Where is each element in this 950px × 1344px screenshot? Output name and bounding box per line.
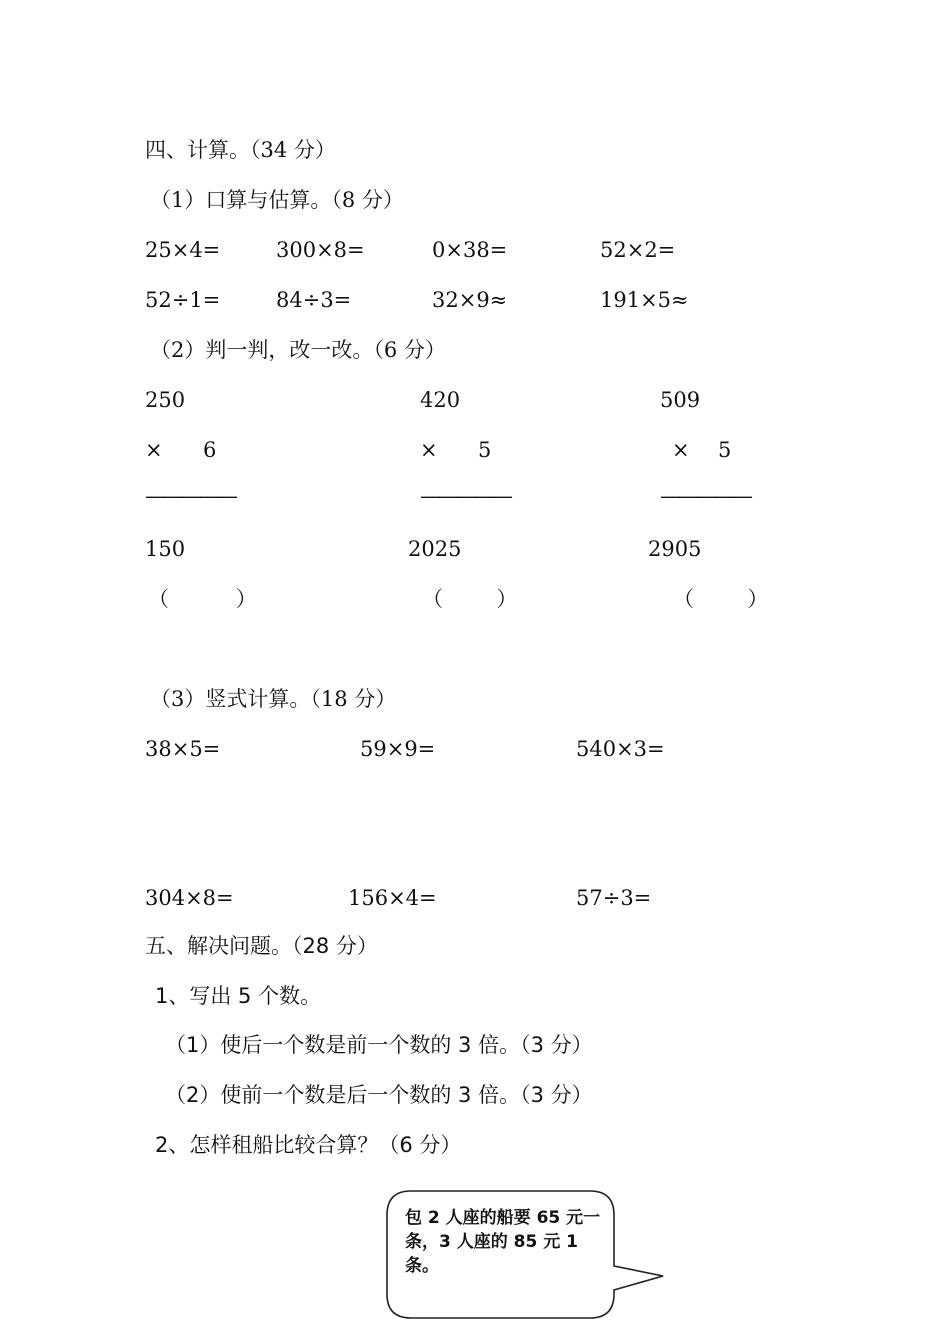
judge-parentheses[interactable]: （ ） xyxy=(422,587,518,611)
oral-calc-item: 52×2= xyxy=(600,238,676,262)
question-1-title: 1、写出 5 个数。 xyxy=(155,984,322,1008)
multiplicand: 509 xyxy=(660,388,701,412)
answer-line: ————— xyxy=(145,484,235,508)
boat-rental-info: 包 2 人座的船要 65 元一条，3 人座的 85 元 1 条。 xyxy=(405,1208,601,1276)
vertical-calc-item: 59×9= xyxy=(360,737,436,761)
oral-calc-item: 84÷3= xyxy=(276,288,352,312)
vertical-calc-item: 540×3= xyxy=(576,737,665,761)
result: 2905 xyxy=(648,537,702,561)
vertical-calc-item: 156×4= xyxy=(348,886,437,910)
section-5-title: 五、解决问题。（28 分） xyxy=(145,934,378,958)
vertical-calc-item: 304×8= xyxy=(145,886,234,910)
vertical-calc-item: 38×5= xyxy=(145,737,221,761)
multiplicand: 420 xyxy=(420,388,461,412)
multiplier: 6 xyxy=(203,438,217,462)
question-1-sub-2: （2）使前一个数是后一个数的 3 倍。（3 分） xyxy=(165,1083,593,1107)
question-2-title: 2、怎样租船比较合算？（6 分） xyxy=(155,1133,462,1157)
oral-calc-item: 52÷1= xyxy=(145,288,221,312)
oral-calc-item: 300×8= xyxy=(276,238,365,262)
oral-calc-item: 191×5≈ xyxy=(600,288,689,312)
answer-line: ————— xyxy=(420,484,510,508)
speech-bubble xyxy=(385,1188,670,1323)
multiplier: 5 xyxy=(478,438,492,462)
times-sign: × xyxy=(420,438,438,462)
answer-line: ————— xyxy=(660,484,750,508)
oral-calc-item: 32×9≈ xyxy=(432,288,508,312)
multiplier: 5 xyxy=(718,438,732,462)
result: 2025 xyxy=(408,537,462,561)
oral-calc-item: 25×4= xyxy=(145,238,221,262)
judge-parentheses[interactable]: （ ） xyxy=(673,587,769,611)
multiplicand: 250 xyxy=(145,388,186,412)
part-2-title: （2）判一判，改一改。（6 分） xyxy=(150,338,446,362)
times-sign: × xyxy=(145,438,163,462)
oral-calc-item: 0×38= xyxy=(432,238,508,262)
section-4-title: 四、计算。（34 分） xyxy=(145,138,336,162)
part-3-title: （3）竖式计算。（18 分） xyxy=(150,687,397,711)
part-1-title: （1）口算与估算。（8 分） xyxy=(150,188,404,212)
vertical-calc-item: 57÷3= xyxy=(576,886,652,910)
times-sign: × xyxy=(672,438,690,462)
result: 150 xyxy=(145,537,186,561)
question-1-sub-1: （1）使后一个数是前一个数的 3 倍。（3 分） xyxy=(165,1033,593,1057)
judge-parentheses[interactable]: （ ） xyxy=(148,587,257,611)
